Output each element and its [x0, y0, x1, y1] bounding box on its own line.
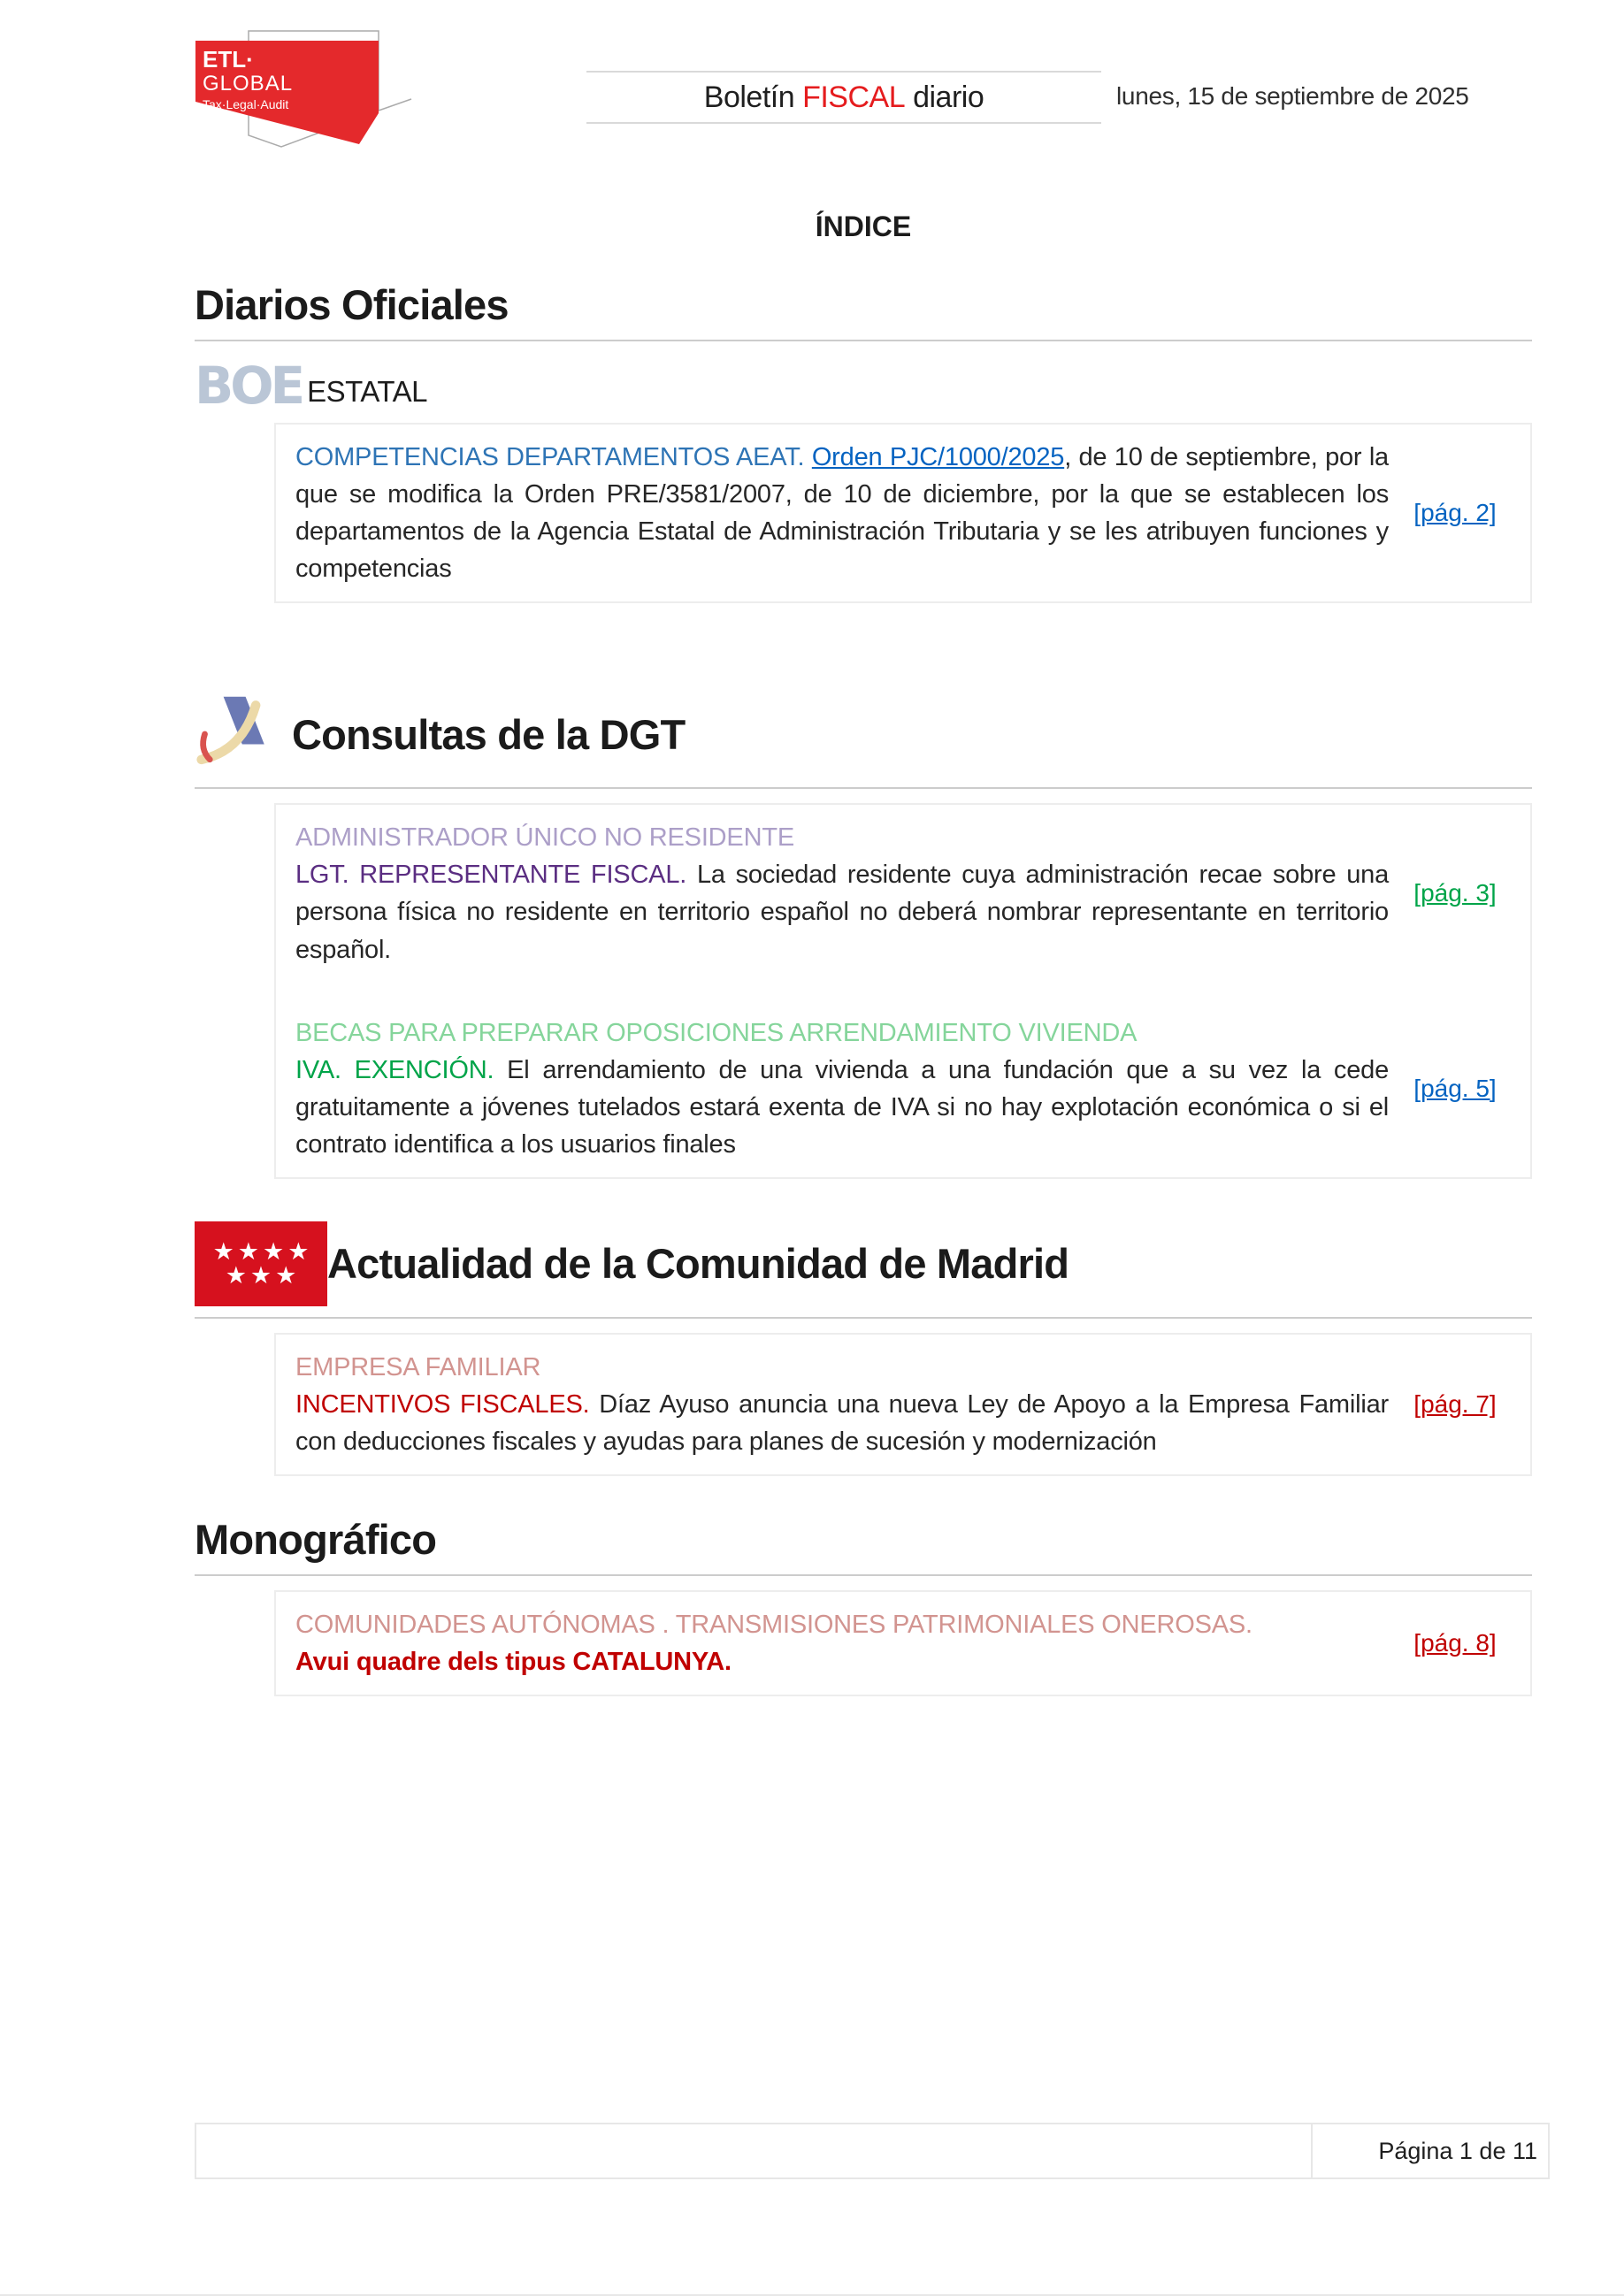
section-title-diarios-oficiales: Diarios Oficiales: [195, 280, 1532, 341]
section-title-madrid: Actualidad de la Comunidad de Madrid: [327, 1240, 1069, 1288]
section-title-consultas-dgt: Consultas de la DGT: [292, 710, 686, 758]
entry-empresa-familiar: [295, 1349, 1521, 1460]
bulletin-title-highlight: FISCAL: [802, 80, 906, 114]
entry-body-text: , de 10 de septiembre, por la que se modifica la Orden PRE/3581/2007, de 10 de diciembre, por la que se establecen los departamentos de la Agencia Estatal de Administración Tributaria y se les atribuyen funciones y competencias: [295, 443, 1389, 584]
svg-text:Tax·Legal·Audit: Tax·Legal·Audit: [203, 97, 289, 111]
bulletin-title-post: diario: [905, 80, 984, 114]
entry-paragraph: [295, 1052, 1389, 1163]
entry-kicker: BECAS PARA PREPARAR OPOSICIONES ARRENDAMIENTO VIVIENDA: [295, 1018, 1138, 1047]
entry-kicker: EMPRESA FAMILIAR: [295, 1352, 541, 1381]
entry-lead: INCENTIVOS FISCALES.: [295, 1389, 600, 1419]
page-footer: [195, 2123, 1550, 2179]
orden-pjc-link[interactable]: Orden PJC/1000/2025: [811, 443, 1065, 472]
entry-box-monografico: [274, 1590, 1532, 1696]
svg-text:GLOBAL: GLOBAL: [203, 72, 294, 96]
section-title-monografico: Monográfico: [195, 1515, 1532, 1576]
entry-paragraph: [295, 1386, 1389, 1460]
aeat-logo-icon: [195, 692, 280, 777]
etl-global-logo-icon: [188, 23, 420, 157]
page-link-pag-2[interactable]: [pág. 2]: [1413, 499, 1497, 527]
index-content: [195, 210, 1532, 1696]
madrid-flag-stars-top: ★★★★: [212, 1237, 313, 1265]
svg-text:ETL·: ETL·: [203, 46, 254, 73]
bulletin-title-pre: Boletín: [703, 80, 803, 114]
entry-lead: COMPETENCIAS DEPARTAMENTOS AEAT.: [295, 443, 812, 472]
madrid-flag-icon: [195, 1221, 327, 1306]
entry-kicker: COMUNIDADES AUTÓNOMAS . TRANSMISIONES PATRIMONIALES ONEROSAS.: [295, 1610, 1252, 1639]
entry-competencias-aeat: [295, 439, 1521, 587]
entry-administrador-unico: [295, 819, 1521, 968]
madrid-flag-stars-bottom: ★★★: [225, 1261, 301, 1289]
index-title: ÍNDICE: [815, 210, 912, 242]
entry-kicker: ADMINISTRADOR ÚNICO NO RESIDENTE: [295, 823, 794, 853]
entry-box-madrid: [274, 1333, 1532, 1476]
entry-lead: Avui quadre dels tipus CATALUNYA.: [295, 1647, 732, 1676]
entry-paragraph: [295, 856, 1389, 968]
page-link-pag-3[interactable]: [pág. 3]: [1413, 879, 1497, 907]
footer-empty-cell: [196, 2124, 1311, 2177]
entry-comunidades-autonomas: [295, 1606, 1521, 1680]
subsection-label-estatal: ESTATAL: [307, 375, 428, 409]
footer-page-number: Página 1 de 11: [1311, 2124, 1548, 2177]
page-link-pag-7[interactable]: [pág. 7]: [1413, 1389, 1497, 1418]
entry-body-text: La sociedad residente cuya administración recae sobre una persona física no residente en territorio español no deberá nombrar representante en territorio español.: [295, 861, 1390, 964]
entry-becas-oposiciones: [295, 1014, 1521, 1163]
entry-lead: IVA. EXENCIÓN.: [295, 1055, 508, 1084]
page-link-pag-5[interactable]: [pág. 5]: [1413, 1074, 1497, 1102]
entry-lead: LGT. REPRESENTANTE FISCAL.: [295, 861, 697, 890]
entry-box-dgt: [274, 803, 1532, 1178]
entry-body-text: El arrendamiento de una vivienda a una fundación que a su vez la cede gratuitamente a jóvenes tutelados estará exenta de IVA si no hay explotación económica o si el contrato identifica a los usuarios finales: [295, 1055, 1390, 1159]
entry-box-boe: [274, 423, 1532, 603]
bulletin-date: lunes, 15 de septiembre de 2025: [1116, 82, 1469, 110]
entry-body-text: Díaz Ayuso anuncia una nueva Ley de Apoyo a la Empresa Familiar con deducciones fiscales y ayudas para planes de sucesión y modernización: [295, 1389, 1389, 1456]
boe-logo-icon: BOE: [195, 356, 303, 416]
bulletin-title: [586, 71, 1101, 124]
entry-paragraph: [295, 439, 1389, 587]
page-link-pag-8[interactable]: [pág. 8]: [1413, 1628, 1497, 1657]
